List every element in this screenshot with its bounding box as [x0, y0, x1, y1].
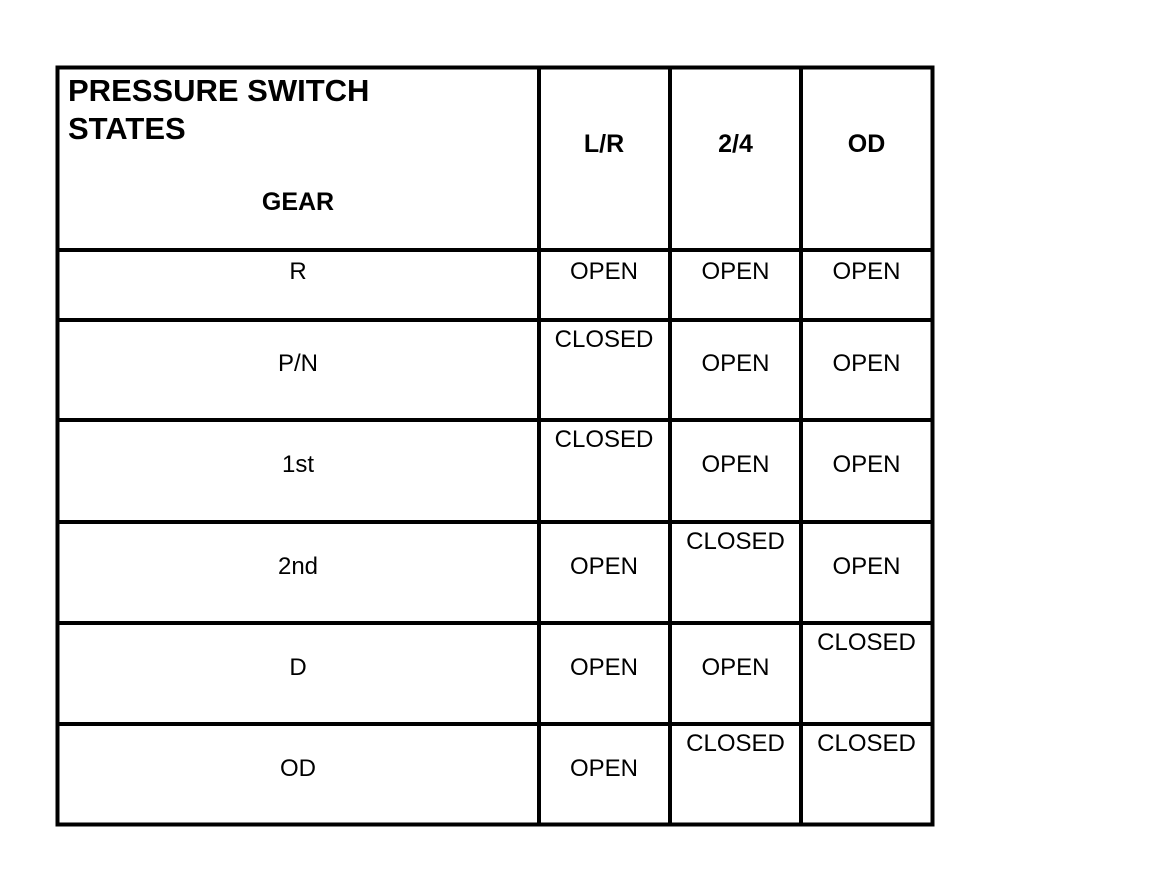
state-cell-od: CLOSED: [817, 730, 916, 757]
state-cell-od: OPEN: [832, 451, 901, 478]
state-cell-od: OPEN: [832, 553, 901, 580]
state-cell-lr: OPEN: [569, 755, 638, 782]
gear-label: D: [289, 654, 307, 681]
gear-label: 2nd: [277, 553, 319, 580]
column-header-lr: L/R: [583, 130, 625, 158]
column-header-od: OD: [847, 130, 886, 158]
state-cell-lr: CLOSED: [554, 326, 654, 353]
state-cell-2-4: OPEN: [701, 654, 770, 681]
state-cell-2-4: CLOSED: [686, 528, 785, 555]
state-cell-2-4: OPEN: [701, 258, 770, 285]
state-cell-lr: OPEN: [569, 258, 638, 285]
state-cell-lr: OPEN: [569, 553, 638, 580]
gear-label: OD: [280, 755, 316, 782]
column-header-2-4: 2/4: [718, 130, 753, 158]
gear-label: 1st: [281, 451, 314, 478]
state-cell-od: OPEN: [832, 350, 901, 377]
state-cell-lr: OPEN: [569, 654, 638, 681]
state-cell-2-4: CLOSED: [686, 730, 785, 757]
table-title: PRESSURE SWITCH STATES: [68, 73, 370, 146]
state-cell-od: OPEN: [832, 258, 901, 285]
state-cell-2-4: OPEN: [701, 350, 770, 377]
gear-header: GEAR: [261, 188, 335, 216]
gear-label: P/N: [277, 350, 318, 377]
state-cell-2-4: OPEN: [701, 451, 770, 478]
state-cell-od: CLOSED: [817, 629, 916, 656]
state-cell-lr: CLOSED: [554, 426, 654, 453]
gear-label: R: [289, 258, 307, 285]
